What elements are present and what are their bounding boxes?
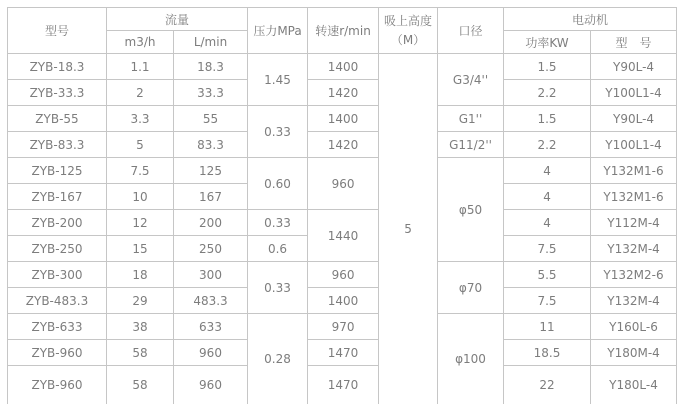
table-row [8, 366, 677, 404]
cell-pressure: 0.33 [248, 262, 308, 314]
cell-pressure: 0.33 [248, 106, 308, 158]
table-row [8, 54, 677, 80]
cell-speed: 1470 [308, 366, 379, 404]
cell-motor-power: 2.2 [504, 80, 591, 106]
cell-model: ZYB-960 [8, 366, 107, 404]
cell-flow-lmin: 18.3 [174, 54, 248, 80]
cell-pressure: 0.33 [248, 210, 308, 236]
cell-flow-m3h: 12 [107, 210, 174, 236]
header-flow-lmin: L/min [174, 31, 248, 54]
header-row-1 [8, 8, 677, 31]
cell-flow-m3h: 29 [107, 288, 174, 314]
cell-motor-power: 4 [504, 184, 591, 210]
cell-model: ZYB-55 [8, 106, 107, 132]
cell-motor-power: 4 [504, 210, 591, 236]
header-motor: 电动机 [504, 8, 677, 31]
header-motor-model: 型 号 [591, 31, 677, 54]
cell-flow-m3h: 1.1 [107, 54, 174, 80]
header-suction-height-line1: 吸上高度 [384, 13, 433, 28]
cell-motor-model: Y160L-6 [591, 314, 677, 340]
cell-motor-model: Y100L1-4 [591, 132, 677, 158]
cell-flow-m3h: 58 [107, 366, 174, 404]
cell-flow-m3h: 10 [107, 184, 174, 210]
cell-flow-lmin: 83.3 [174, 132, 248, 158]
header-motor-power: 功率KW [504, 31, 591, 54]
table-row [8, 210, 677, 236]
cell-diameter: φ70 [438, 262, 504, 314]
table-row [8, 314, 677, 340]
cell-speed: 1400 [308, 106, 379, 132]
header-pressure: 压力MPa [248, 8, 308, 54]
cell-motor-model: Y100L1-4 [591, 80, 677, 106]
pump-spec-table [7, 7, 677, 404]
cell-pressure: 0.28 [248, 314, 308, 404]
cell-speed: 960 [308, 158, 379, 210]
cell-model: ZYB-125 [8, 158, 107, 184]
cell-flow-lmin: 200 [174, 210, 248, 236]
cell-motor-power: 7.5 [504, 236, 591, 262]
header-speed: 转速r/min [308, 8, 379, 54]
cell-motor-power: 11 [504, 314, 591, 340]
cell-motor-model: Y112M-4 [591, 210, 677, 236]
cell-flow-lmin: 250 [174, 236, 248, 262]
cell-diameter: G11/2'' [438, 132, 504, 158]
cell-motor-power: 7.5 [504, 288, 591, 314]
table-body [8, 54, 677, 404]
cell-speed: 1420 [308, 80, 379, 106]
cell-model: ZYB-167 [8, 184, 107, 210]
header-flow: 流量 [107, 8, 248, 31]
cell-model: ZYB-33.3 [8, 80, 107, 106]
cell-motor-power: 18.5 [504, 340, 591, 366]
table-header [8, 8, 677, 54]
cell-motor-model: Y132M-4 [591, 288, 677, 314]
cell-motor-power: 2.2 [504, 132, 591, 158]
table-row [8, 80, 677, 106]
cell-flow-m3h: 58 [107, 340, 174, 366]
table-row [8, 340, 677, 366]
header-flow-m3h: m3/h [107, 31, 174, 54]
cell-flow-m3h: 15 [107, 236, 174, 262]
header-suction-height [379, 8, 438, 54]
cell-speed: 1420 [308, 132, 379, 158]
cell-flow-lmin: 960 [174, 340, 248, 366]
table-row [8, 262, 677, 288]
cell-motor-model: Y132M-4 [591, 236, 677, 262]
cell-motor-power: 1.5 [504, 54, 591, 80]
cell-flow-lmin: 960 [174, 366, 248, 404]
cell-model: ZYB-960 [8, 340, 107, 366]
cell-suction-height: 5 [379, 54, 438, 404]
header-diameter: 口径 [438, 8, 504, 54]
cell-flow-m3h: 5 [107, 132, 174, 158]
cell-model: ZYB-18.3 [8, 54, 107, 80]
cell-speed: 960 [308, 262, 379, 288]
cell-motor-power: 1.5 [504, 106, 591, 132]
cell-flow-lmin: 125 [174, 158, 248, 184]
cell-motor-model: Y180L-4 [591, 366, 677, 404]
cell-model: ZYB-200 [8, 210, 107, 236]
table-row [8, 106, 677, 132]
cell-pressure: 0.6 [248, 236, 308, 262]
cell-motor-power: 5.5 [504, 262, 591, 288]
cell-flow-lmin: 167 [174, 184, 248, 210]
cell-flow-m3h: 3.3 [107, 106, 174, 132]
cell-motor-model: Y90L-4 [591, 106, 677, 132]
cell-diameter: G3/4'' [438, 54, 504, 106]
cell-motor-power: 22 [504, 366, 591, 404]
cell-speed: 1470 [308, 340, 379, 366]
cell-model: ZYB-83.3 [8, 132, 107, 158]
cell-speed: 1440 [308, 210, 379, 262]
table-row [8, 288, 677, 314]
cell-flow-m3h: 18 [107, 262, 174, 288]
cell-speed: 1400 [308, 288, 379, 314]
cell-speed: 1400 [308, 54, 379, 80]
cell-flow-lmin: 55 [174, 106, 248, 132]
cell-model: ZYB-483.3 [8, 288, 107, 314]
cell-motor-model: Y132M1-6 [591, 184, 677, 210]
cell-diameter: φ100 [438, 314, 504, 404]
cell-diameter: G1'' [438, 106, 504, 132]
table-row [8, 132, 677, 158]
cell-flow-m3h: 2 [107, 80, 174, 106]
cell-motor-model: Y180M-4 [591, 340, 677, 366]
table-row [8, 158, 677, 184]
cell-model: ZYB-250 [8, 236, 107, 262]
cell-model: ZYB-633 [8, 314, 107, 340]
cell-model: ZYB-300 [8, 262, 107, 288]
cell-flow-lmin: 33.3 [174, 80, 248, 106]
cell-motor-power: 4 [504, 158, 591, 184]
cell-flow-m3h: 38 [107, 314, 174, 340]
cell-motor-model: Y132M2-6 [591, 262, 677, 288]
cell-diameter: φ50 [438, 158, 504, 262]
cell-flow-lmin: 300 [174, 262, 248, 288]
cell-motor-model: Y90L-4 [591, 54, 677, 80]
cell-flow-m3h: 7.5 [107, 158, 174, 184]
header-model: 型号 [8, 8, 107, 54]
cell-flow-lmin: 483.3 [174, 288, 248, 314]
cell-motor-model: Y132M1-6 [591, 158, 677, 184]
cell-flow-lmin: 633 [174, 314, 248, 340]
cell-pressure: 0.60 [248, 158, 308, 210]
cell-speed: 970 [308, 314, 379, 340]
cell-pressure: 1.45 [248, 54, 308, 106]
header-suction-height-line2: （M） [390, 32, 426, 47]
